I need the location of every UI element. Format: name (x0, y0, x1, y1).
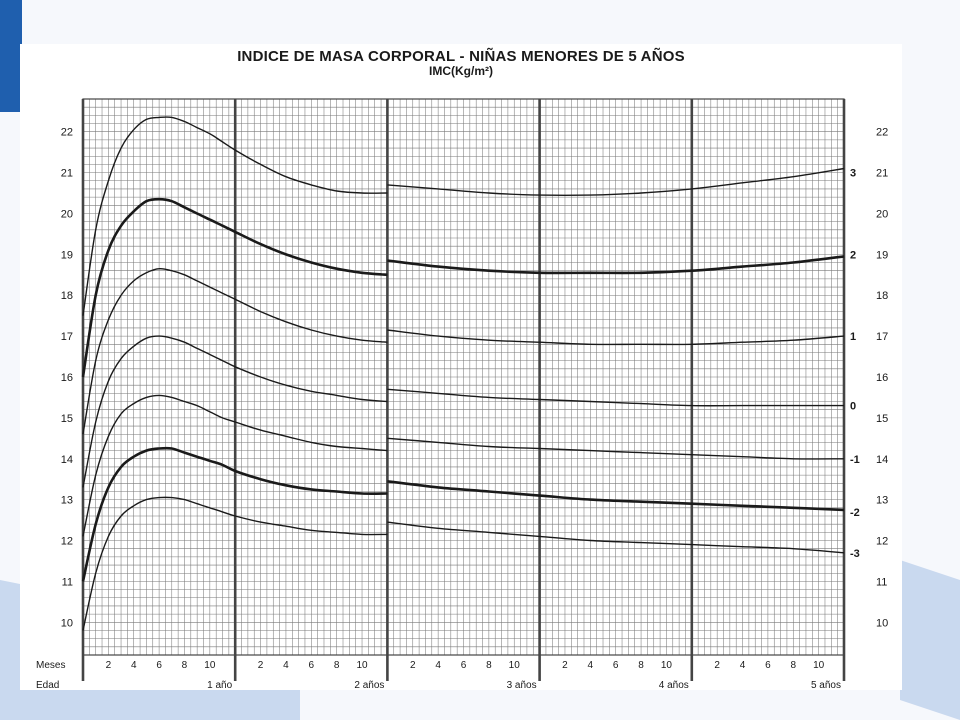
y-tick-label-left: 19 (60, 249, 73, 262)
y-tick-label-right: 13 (876, 494, 889, 507)
y-tick-label-right: 19 (876, 249, 889, 262)
year-tick-label: 2 años (354, 680, 385, 690)
year-tick-label: 5 años (810, 680, 841, 690)
y-tick-label-right: 16 (876, 372, 889, 384)
y-tick-label-right: 20 (876, 208, 889, 221)
chart-title: INDICE DE MASA CORPORAL - NIÑAS MENORES DE 5 AÑOS (237, 48, 685, 65)
month-tick-label: 10 (813, 660, 825, 671)
y-tick-label-left: 18 (60, 290, 73, 303)
month-tick-label: 6 (612, 660, 619, 671)
series-label: -3 (850, 547, 860, 560)
month-tick-label: 10 (660, 660, 672, 671)
month-tick-label: 8 (486, 660, 492, 671)
chart-card (20, 44, 902, 690)
series-label: 1 (850, 331, 857, 344)
y-tick-label-right: 10 (876, 617, 889, 630)
chart-subtitle: IMC(Kg/m²) (429, 64, 493, 78)
y-tick-label-left: 13 (60, 494, 73, 507)
y-tick-label-left: 17 (60, 331, 73, 344)
month-tick-label: 10 (356, 660, 368, 671)
month-tick-label: 6 (765, 660, 771, 671)
month-tick-label: 2 (257, 660, 264, 671)
series-label: -1 (850, 453, 860, 466)
month-tick-label: 8 (790, 660, 797, 671)
y-tick-label-right: 11 (876, 576, 888, 589)
month-tick-label: 10 (204, 660, 216, 671)
month-tick-label: 8 (181, 660, 188, 671)
y-tick-label-right: 17 (876, 331, 889, 344)
year-tick-label: 1 año (207, 680, 233, 690)
series-label: 0 (850, 400, 857, 413)
y-tick-label-right: 14 (876, 453, 889, 466)
month-tick-label: 4 (130, 660, 137, 671)
year-tick-label: 4 años (658, 680, 689, 690)
y-tick-label-left: 16 (60, 372, 73, 384)
month-tick-label: 4 (435, 660, 441, 671)
y-tick-label-left: 11 (61, 576, 73, 589)
accent-bar (0, 0, 22, 112)
y-tick-label-left: 20 (60, 208, 73, 221)
month-tick-label: 2 (409, 660, 416, 671)
month-tick-label: 4 (739, 660, 746, 671)
month-tick-label: 6 (460, 660, 467, 671)
month-tick-label: 2 (105, 660, 112, 671)
months-row-label: Meses (36, 660, 66, 671)
bmi-chart (20, 44, 902, 690)
month-tick-label: 8 (638, 660, 644, 671)
age-row-label: Edad (36, 680, 60, 690)
month-tick-label: 6 (156, 660, 162, 671)
y-tick-label-right: 18 (876, 290, 889, 303)
month-tick-label: 4 (283, 660, 289, 671)
month-tick-label: 2 (714, 660, 720, 671)
month-tick-label: 2 (562, 660, 568, 671)
month-tick-label: 10 (508, 660, 520, 671)
series-label: 3 (850, 167, 857, 180)
series-label: -2 (850, 506, 860, 519)
y-tick-label-left: 22 (60, 126, 73, 139)
month-tick-label: 8 (333, 660, 340, 671)
month-tick-label: 4 (587, 660, 594, 671)
y-tick-label-right: 22 (876, 126, 889, 139)
series-label: 2 (850, 249, 857, 262)
y-tick-label-left: 21 (60, 167, 73, 180)
y-tick-label-right: 21 (876, 167, 889, 180)
decorative-stripe (900, 560, 960, 720)
y-tick-label-left: 12 (60, 535, 73, 548)
y-tick-label-right: 15 (876, 412, 889, 425)
y-tick-label-left: 15 (60, 412, 73, 425)
year-tick-label: 3 años (506, 680, 537, 690)
y-tick-label-left: 14 (60, 453, 73, 466)
y-tick-label-left: 10 (60, 617, 73, 630)
y-tick-label-right: 12 (876, 535, 889, 548)
month-tick-label: 6 (308, 660, 315, 671)
